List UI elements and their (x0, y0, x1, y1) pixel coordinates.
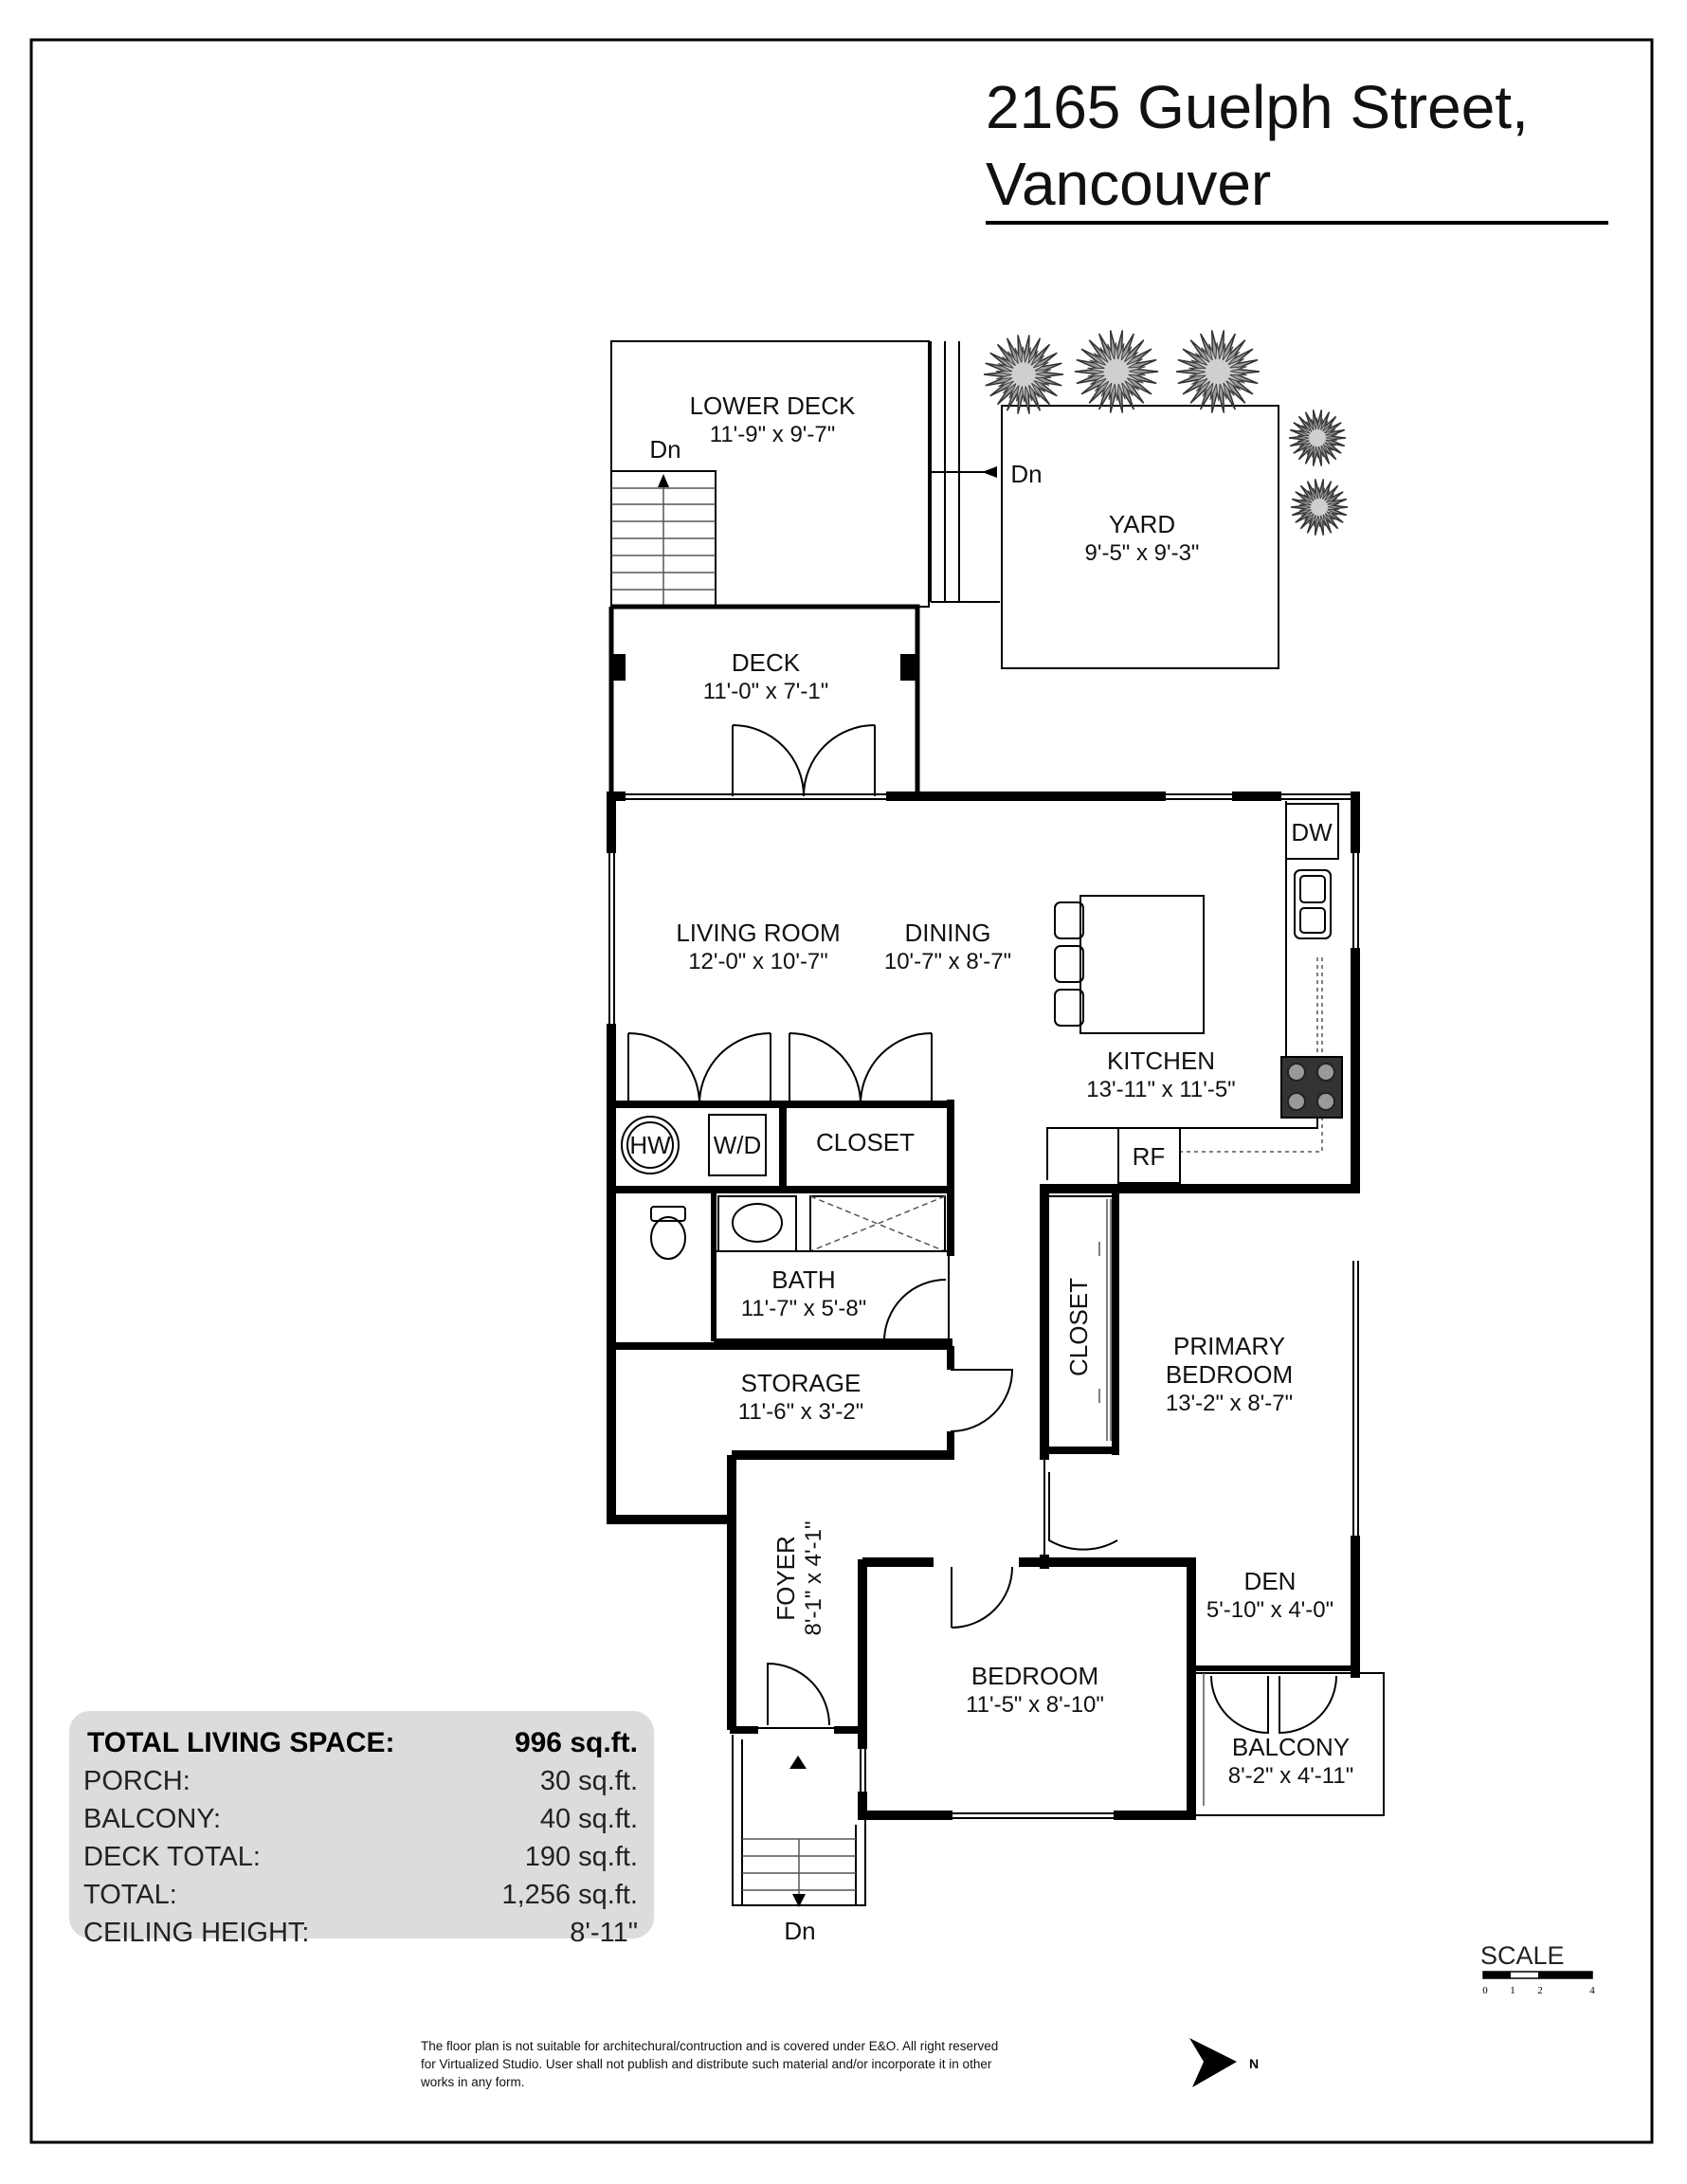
lower-deck (611, 341, 1000, 607)
shrub-icon (1176, 330, 1260, 412)
lower-deck-dn-label: Dn (649, 435, 681, 464)
kitchen-dims: 13'-11" x 11'-5" (1086, 1077, 1236, 1102)
summary-value: 40 sq.ft. (539, 1804, 638, 1834)
dining-dims: 10'-7" x 8'-7" (883, 949, 1012, 974)
yard (959, 406, 1279, 668)
water-heater-label: HW (629, 1131, 671, 1159)
bar-stools (1055, 902, 1083, 1026)
address-line-2: Vancouver (986, 150, 1272, 218)
deck-label: DECK (731, 648, 801, 677)
deck (610, 607, 917, 796)
shrub-icon (1291, 479, 1348, 535)
shrub-icon (984, 330, 1348, 535)
summary-value: 1,256 sq.ft. (501, 1880, 638, 1910)
foyer-dims: 8'-1" x 4'-1" (801, 1520, 826, 1636)
shrub-icon (984, 335, 1063, 413)
area-summary (69, 1711, 654, 1948)
yard-dims: 9'-5" x 9'-3" (1084, 540, 1200, 566)
washer-dryer-label: W/D (713, 1131, 762, 1159)
deck-french-door (733, 725, 875, 796)
closet-main-label: CLOSET (815, 1128, 916, 1156)
bath-dims: 11'-7" x 5'-8" (740, 1296, 867, 1321)
living-room-dims: 12'-0" x 10'-7" (688, 949, 828, 974)
bath-sink-icon (718, 1196, 796, 1251)
yard-dn-label: Dn (1010, 460, 1043, 488)
summary-value: 8'-11" (570, 1918, 638, 1948)
den-label: DEN (1243, 1567, 1297, 1595)
porch-dn-label: Dn (784, 1917, 816, 1945)
shower-icon (810, 1196, 945, 1251)
kitchen-sink-icon (1295, 870, 1331, 938)
primary-bedroom-dims: 13'-2" x 8'-7" (1165, 1391, 1294, 1416)
dining (884, 896, 1204, 1033)
scale-bar (1480, 1941, 1595, 1996)
summary-label: DECK TOTAL: (83, 1842, 261, 1872)
living-room (676, 919, 840, 974)
storage-label: STORAGE (740, 1369, 862, 1397)
kitchen-label: KITCHEN (1106, 1046, 1216, 1075)
summary-value: 190 sq.ft. (524, 1842, 638, 1872)
deck-dims: 11'-0" x 7'-1" (702, 679, 829, 704)
closet-bedroom-label: CLOSET (1064, 1277, 1093, 1377)
bath (611, 1189, 952, 1341)
balcony (1194, 1673, 1384, 1815)
disclaimer-line-3: works in any form. (421, 2075, 525, 2089)
primary-bedroom-label-2: BEDROOM (1165, 1360, 1294, 1389)
utility-closets (611, 1100, 952, 1194)
porch-stairs (733, 1735, 865, 1945)
address-title (986, 73, 1608, 223)
refrigerator-label: RF (1132, 1142, 1166, 1171)
summary-label: PORCH: (83, 1766, 190, 1796)
bedroom (858, 1559, 1196, 1820)
summary-label: BALCONY: (83, 1804, 222, 1834)
storage (611, 1346, 1012, 1460)
den-dims: 5'-10" x 4'-0" (1206, 1597, 1334, 1623)
primary-bedroom-label-1: PRIMARY (1173, 1332, 1285, 1360)
bedroom-label: BEDROOM (970, 1662, 1099, 1690)
dining-label: DINING (904, 919, 991, 947)
summary-label: TOTAL LIVING SPACE: (87, 1727, 395, 1758)
cooktop-icon (1281, 1057, 1342, 1118)
shrub-icon (1075, 330, 1158, 412)
scale-tick-label: 4 (1589, 1985, 1595, 1996)
den (1194, 1567, 1360, 1668)
disclaimer-line-1: The floor plan is not suitable for architechural/contruction and is covered under E&O. All right reserved (421, 2039, 999, 2053)
closet-bifold-doors (628, 1033, 932, 1104)
address-line-1: 2165 Guelph Street, (986, 73, 1529, 141)
scale-tick-label: 0 (1482, 1985, 1488, 1996)
lower-deck-dims: 11'-9" x 9'-7" (709, 422, 836, 447)
disclaimer (420, 2039, 998, 2089)
disclaimer-line-2: for Virtualized Studio. User shall not publish and distribute such material and/or incorporate it in other (421, 2057, 992, 2071)
yard-label: YARD (1108, 510, 1176, 538)
lower-deck-label: LOWER DECK (689, 391, 856, 420)
foyer-label: FOYER (771, 1536, 800, 1621)
summary-label: CEILING HEIGHT: (83, 1918, 310, 1948)
living-room-label: LIVING ROOM (676, 919, 841, 947)
summary-value: 30 sq.ft. (539, 1766, 638, 1796)
dishwasher-label: DW (1291, 818, 1333, 846)
foyer (730, 1521, 864, 1730)
storage-dims: 11'-6" x 3'-2" (737, 1399, 864, 1425)
toilet-icon (651, 1207, 685, 1259)
summary-value: 996 sq.ft. (514, 1727, 638, 1758)
north-label: N (1249, 2056, 1260, 2071)
kitchen (1047, 801, 1342, 1183)
north-arrow-icon (1189, 2038, 1259, 2087)
scale-tick-label: 1 (1510, 1985, 1515, 1996)
bedroom-dims: 11'-5" x 8'-10" (966, 1692, 1104, 1718)
bath-label: BATH (771, 1265, 836, 1294)
balcony-dims: 8'-2" x 4'-11" (1227, 1763, 1354, 1789)
balcony-label: BALCONY (1231, 1733, 1351, 1761)
summary-label: TOTAL: (83, 1880, 177, 1910)
kitchen-island (1080, 896, 1204, 1033)
shrub-icon (1289, 410, 1346, 465)
scale-label: SCALE (1480, 1941, 1565, 1970)
scale-tick-label: 2 (1537, 1985, 1543, 1996)
